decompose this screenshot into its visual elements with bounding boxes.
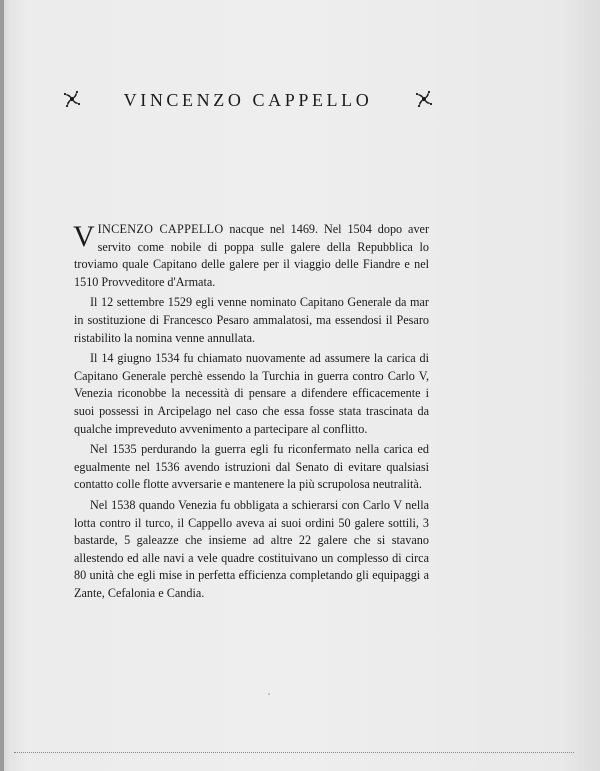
paragraph (74, 221, 429, 291)
page-title: VINCENZO CAPPELLO (123, 90, 373, 110)
paragraph: Il 12 settembre 1529 egli venne nominato Capitano Generale da mar in sostituzione di Francesco Pesaro ammalatosi, ma essendosi il Pesaro ristabilito la nomina venne annullata. (74, 295, 429, 345)
paragraph: Nel 1538 quando Venezia fu obbligata a schierarsi con Carlo V nella lotta contro il turco, il Cappello aveva ai suoi ordini 50 galere sottili, 3 bastarde, 5 galeazze che insieme ad altre 22 galere che si stavano allestendo ed alle navi a vele quadre costituivano un complesso di circa 80 unità che egli mise in perfetta efficienza completando gli equipaggi a Zante, Cefalonia e Candia. (74, 497, 429, 600)
biography-text (74, 221, 429, 602)
paragraph-text: nacque nel 1469. Nel 1504 dopo aver servito come nobile di poppa sulle galere della Repubblica lo troviamo quale Capitano delle galere per il viaggio delle Fiandre e nel 1510 Provveditore d'Armata. (74, 222, 430, 289)
paragraph: Il 14 giugno 1534 fu chiamato nuovamente ad assumere la carica di Capitano Generale perchè essendo la Turchia in guerra contro Carlo V, Venezia riconobbe la necessità di pensare a difendere efficacemente i suoi possessi in Arcipelago nel caso che essa fosse stata trascinata da qualche impreveduto avvenimento a partecipare al conflitto. (74, 351, 429, 436)
paragraph: Nel 1535 perdurando la guerra egli fu riconfermato nella carica ed egualmente nel 1536 avendo istruzioni dal Senato di evitare qualsiasi contatto colle flotte avversarie e mantenere la più scrupolosa neutralità. (74, 442, 429, 492)
fleuron-icon (414, 89, 434, 109)
paper-speck (268, 693, 270, 695)
fleuron-icon (62, 89, 82, 109)
page-binding-edge (0, 0, 4, 771)
page-bottom-edge (14, 752, 574, 753)
subject-name: INCENZO CAPPELLO (97, 222, 224, 236)
page-header (62, 88, 434, 112)
drop-cap: V (73, 220, 95, 253)
